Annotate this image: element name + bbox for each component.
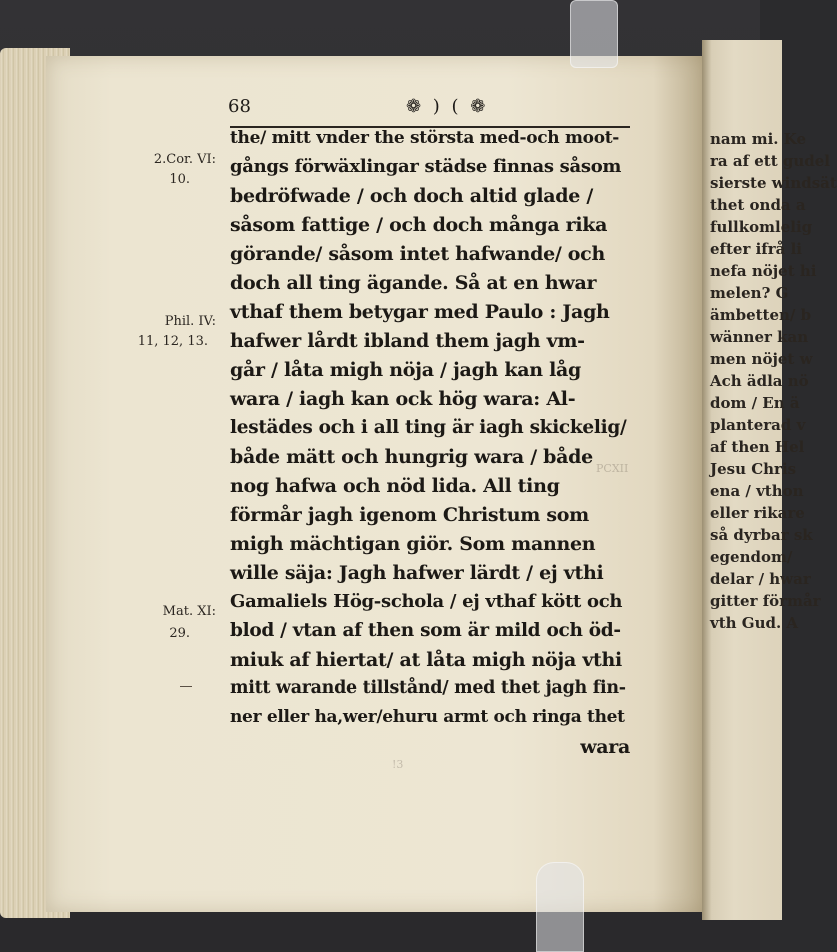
right-page-line: wänner kan <box>710 328 809 346</box>
margin-note-verses: 29. <box>169 626 190 641</box>
margin-note-verses: 11, 12, 13. <box>137 334 208 349</box>
text-line: hafwer lårdt ibland them jagh vm- <box>230 330 585 352</box>
margin-note-verses: 10. <box>169 172 190 187</box>
text-line: bedröfwade / och doch altid glade / <box>230 185 594 207</box>
text-line: går / låta migh nöja / jagh kan låg <box>230 359 582 381</box>
right-page-line: så dyrbar sk <box>710 526 813 544</box>
margin-note-ref: Phil. IV: <box>164 314 216 329</box>
right-page-line: gitter förmår <box>710 592 821 610</box>
right-page-line: sierste windsät <box>710 174 837 192</box>
right-page-line: egendom/ <box>710 548 793 566</box>
text-line: förmår jagh igenom Christum som <box>230 504 589 526</box>
margin-note-ref: Mat. XI: <box>162 604 216 619</box>
margin-dash <box>180 686 192 687</box>
text-line: görande/ såsom intet hafwande/ och <box>230 243 605 265</box>
page-clip-top <box>570 0 618 68</box>
right-page-line: men nöjet w <box>710 350 813 368</box>
text-line: nog hafwa och nöd lida. All ting <box>230 475 560 497</box>
right-page-line: ämbetten/ b <box>710 306 812 324</box>
right-page-line: thet onda a <box>710 196 806 214</box>
page-header <box>228 96 628 118</box>
text-line: Gamaliels Hög-schola / ej vthaf kött och <box>230 591 623 612</box>
ornament-icon: ❁ ) ( ❁ <box>406 96 489 117</box>
right-page-line: ra af ett gudel <box>710 152 830 170</box>
right-page-line: Jesu Chris <box>710 460 797 478</box>
catchword: wara <box>580 736 630 758</box>
text-line: wara / iagh kan ock hög wara: Al- <box>230 388 576 410</box>
text-line: blod / vtan af then som är mild och öd- <box>230 620 621 641</box>
text-line: doch all ting ägande. Så at en hwar <box>230 272 597 294</box>
bleed-through: PCXII <box>596 462 629 475</box>
right-page-line: nefa nöjet hi <box>710 262 817 280</box>
right-page-line: delar / hwar <box>710 570 811 588</box>
margin-note-ref: 2.Cor. VI: <box>153 152 216 167</box>
text-line: miuk af hiertat/ at låta migh nöja vthi <box>230 649 622 671</box>
text-line: ner eller ha,wer/ehuru armt och ringa thet <box>230 707 625 727</box>
page-clip-bottom <box>536 862 584 952</box>
right-page-line: ena / vthon <box>710 482 804 500</box>
right-page-line: fullkomlelig <box>710 218 813 236</box>
right-page-line: nam mi. Ke <box>710 130 806 148</box>
page-number: 68 <box>228 96 251 117</box>
right-page-line: efter ifrå li <box>710 240 802 258</box>
right-page-line: dom / En ä <box>710 394 800 412</box>
text-line: gångs förwäxlingar städse finnas såsom <box>230 156 622 177</box>
text-line: både mätt och hungrig wara / både <box>230 446 593 468</box>
right-page-fragment <box>702 40 837 920</box>
text-line: såsom fattige / och doch många rika <box>230 214 608 236</box>
right-page-line: af then Hel <box>710 438 805 456</box>
text-line: vthaf them betygar med Paulo : Jagh <box>230 301 610 323</box>
right-page-line: Ach ädla nö <box>710 372 809 390</box>
text-line: the/ mitt vnder the största med-och moot- <box>230 128 620 148</box>
bleed-through: !3 <box>392 758 404 771</box>
text-line: wille säja: Jagh hafwer lärdt / ej vthi <box>230 562 604 584</box>
text-line: lestädes och i all ting är iagh skickelig/ <box>230 417 627 438</box>
text-line: mitt warande tillstånd/ med thet jagh fin- <box>230 678 626 698</box>
right-page-line: melen? G <box>710 284 789 302</box>
right-page-line: planterad v <box>710 416 806 434</box>
right-page-line: eller rikare <box>710 504 805 522</box>
text-line: migh mächtigan giör. Som mannen <box>230 533 596 555</box>
right-page-line: vth Gud. A <box>710 614 799 632</box>
